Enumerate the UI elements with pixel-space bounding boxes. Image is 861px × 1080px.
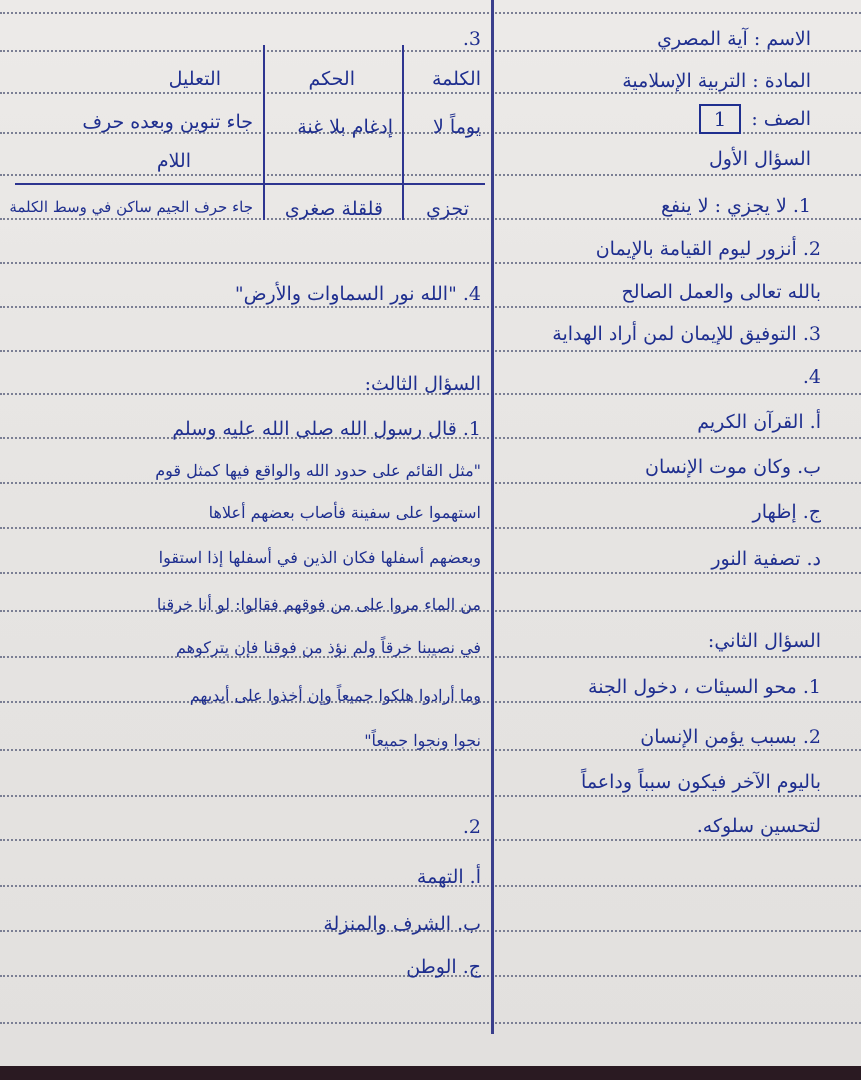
- left-line-12: أ. التهمة: [416, 866, 481, 888]
- ruled-line: [0, 50, 861, 52]
- left-line-2: السؤال الثالث:: [364, 373, 481, 395]
- table-row1-reason: جاء تنوين وبعده حرف: [82, 111, 253, 133]
- left-line-1: 4. "الله نور السماوات والأرض": [234, 283, 481, 305]
- table-row2-ruling: قلقلة صغرى: [284, 198, 383, 220]
- table-rule: [15, 183, 485, 185]
- left-line-7: من الماء مروا على من فوقهم فقالوا: لو أنا خرقنا: [156, 595, 481, 614]
- table-row2-word: تجزي: [426, 198, 469, 220]
- ruled-line: [0, 262, 861, 264]
- left-line-11: 2.: [462, 816, 481, 838]
- ruled-line: [0, 1022, 861, 1024]
- table-row1-reason-cont: اللام: [156, 150, 191, 172]
- table-header-word: الكلمة: [431, 68, 481, 90]
- right-line-4: بالله تعالى والعمل الصالح: [621, 281, 821, 303]
- right-line-7: أ. القرآن الكريم: [697, 411, 821, 433]
- grade-box: 1: [699, 104, 741, 134]
- left-line-6: وبعضهم أسفلها فكان الذين في أسفلها إذا استقوا: [158, 548, 481, 567]
- ruled-line: [0, 527, 861, 529]
- ruled-line: [0, 839, 861, 841]
- table-header-reason: التعليل: [168, 68, 221, 90]
- column-divider: [491, 0, 494, 1034]
- table-row1-ruling: إدغام بلا غنة: [297, 116, 393, 138]
- table-number: 3.: [462, 28, 481, 50]
- table-header-ruling: الحكم: [308, 68, 355, 90]
- table-divider-2: [263, 45, 265, 220]
- ruled-line: [0, 572, 861, 574]
- ruled-line: [0, 795, 861, 797]
- right-line-15: لتحسين سلوكه.: [696, 815, 821, 837]
- left-line-5: استهموا على سفينة فأصاب بعضهم أعلاها: [208, 503, 481, 522]
- ruled-line: [0, 92, 861, 94]
- table-row1-word: يوماً لا: [433, 116, 481, 138]
- ruled-line: [0, 482, 861, 484]
- right-line-9: ج. إظهار: [752, 501, 821, 523]
- page-bottom-edge: [0, 1066, 861, 1080]
- table-row2-reason: جاء حرف الجيم ساكن في وسط الكلمة: [9, 198, 253, 216]
- grade-label: الصف :: [751, 108, 811, 130]
- left-line-14: ج. الوطن: [406, 956, 481, 978]
- right-line-11: السؤال الثاني:: [707, 630, 821, 652]
- right-line-12: 1. محو السيئات ، دخول الجنة: [588, 676, 821, 698]
- ruled-line: [0, 306, 861, 308]
- ruled-line: [0, 174, 861, 176]
- right-line-6: 4.: [802, 366, 821, 388]
- student-name: الاسم : آية المصري: [657, 28, 811, 50]
- left-line-3: 1. قال رسول الله صلى الله عليه وسلم: [172, 418, 481, 440]
- right-line-2: 1. لا يجزي : لا ينفع: [660, 195, 811, 217]
- right-line-8: ب. وكان موت الإنسان: [645, 456, 821, 478]
- right-line-10: د. تصفية النور: [711, 548, 821, 570]
- ruled-line: [0, 350, 861, 352]
- table-divider-1: [402, 45, 404, 220]
- right-line-14: باليوم الآخر فيكون سبباً وداعماً: [581, 771, 821, 793]
- left-line-10: نجوا ونجوا جميعاً": [364, 731, 481, 750]
- left-line-4: "مثل القائم على حدود الله والواقع فيها كمثل قوم: [155, 461, 481, 480]
- right-line-1: السؤال الأول: [708, 148, 811, 170]
- right-line-5: 3. التوفيق للإيمان لمن أراد الهداية: [552, 323, 821, 345]
- subject-line: المادة : التربية الإسلامية: [622, 70, 811, 92]
- left-line-8: في نصيبنا خرقاً ولم نؤذ من فوقنا فإن يتركوهم: [175, 638, 481, 657]
- left-line-9: وما أرادوا هلكوا جميعاً وإن أخذوا على أيديهم: [189, 686, 481, 705]
- right-line-3: 2. أنزور ليوم القيامة بالإيمان: [595, 238, 821, 260]
- left-line-13: ب. الشرف والمنزلة: [323, 913, 481, 935]
- right-line-13: 2. بسبب يؤمن الإنسان: [640, 726, 821, 748]
- ruled-line: [0, 12, 861, 14]
